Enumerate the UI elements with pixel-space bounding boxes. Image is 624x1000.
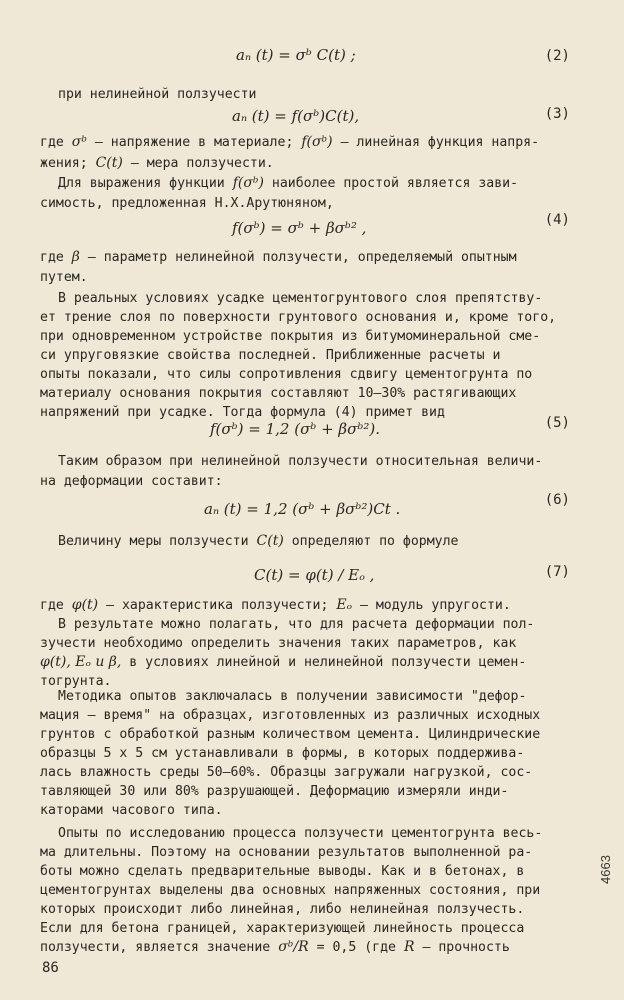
text-line: Величину меры ползучести C(t) определяют по формуле <box>58 533 459 549</box>
text-line: φ(t), Eₒ и β, в условиях линейной и нелинейной ползучести цемен- <box>40 654 527 670</box>
text-line: мация – время" на образцах, изготовленных из различных исходных <box>40 708 541 723</box>
inline-math: σᵇ/R <box>278 939 309 955</box>
equation-number-4: (4) <box>544 212 570 228</box>
text-line: жения; C(t) – мера ползучести. <box>40 155 274 171</box>
text-line: где φ(t) – характеристика ползучести; Eₒ – модуль упругости. <box>40 597 511 613</box>
equation-7: C(t) = φ(t) / Eₒ , <box>254 566 375 584</box>
text-line: на деформации составит: <box>40 474 223 489</box>
text-line: ет трение слоя по поверхности грунтового основания и, кроме того, <box>40 310 557 325</box>
archive-stamp: 4663 <box>598 855 613 884</box>
text-line: си упруговязкие свойства последней. Приближенные расчеты и <box>40 348 501 363</box>
page-number: 86 <box>42 960 59 976</box>
text-line: В реальных условиях усадке цементогрунтового слоя препятству- <box>58 291 543 306</box>
text-line: при одновременном устройстве покрытия из битумоминеральной сме- <box>40 329 541 344</box>
text-line: материалу основания покрытия составляют 10–30% растягивающих <box>40 386 517 401</box>
text-line: грунтов с обработкой разным количеством цемента. Цилиндрические <box>40 727 541 742</box>
text-line: при нелинейной ползучести <box>58 87 257 102</box>
inline-math: f(σᵇ) <box>301 134 333 150</box>
text-line: лась влажность среды 50–60%. Образцы загружали нагрузкой, сос- <box>40 765 533 780</box>
equation-number-3: (3) <box>544 106 570 122</box>
text-line: ма длительны. Поэтому на основании результатов выполненной ра- <box>40 845 533 860</box>
inline-math: Eₒ <box>336 597 352 613</box>
inline-math: σᵇ <box>71 134 87 150</box>
text-line: боты можно сделать предварительные выводы. Как и в бетонах, в <box>40 864 525 879</box>
equation-number-6: (6) <box>544 492 570 508</box>
inline-math: C(t) <box>256 533 284 549</box>
text-line: зучести необходимо определить значения таких параметров, как <box>40 636 517 651</box>
inline-math: φ(t) <box>71 597 99 613</box>
equation-number-5: (5) <box>544 415 570 431</box>
text-line: тавляющей 30 или 80% разрушающей. Деформацию измеряли инди- <box>40 784 509 799</box>
text-line: образцы 5 х 5 см устанавливали в формы, в которых поддержива- <box>40 746 525 761</box>
text-line: каторами часового типа. <box>40 803 223 818</box>
equation-2: aₙ (t) = σᵇ C(t) ; <box>236 46 356 64</box>
text-line: В результате можно полагать, что для расчета деформации пол- <box>58 617 535 632</box>
inline-math: φ(t), Eₒ и β, <box>40 654 122 670</box>
inline-math: C(t) <box>95 155 123 171</box>
inline-math: β <box>71 249 80 265</box>
equation-3: aₙ (t) = f(σᵇ)C(t), <box>232 107 360 125</box>
text-line: тогрунта. <box>40 674 112 689</box>
equation-number-2: (2) <box>544 48 570 64</box>
text-line: которых происходит либо линейная, либо нелинейная ползучесть. <box>40 902 525 917</box>
text-line: опыты показали, что силы сопротивления сдвигу цементогрунта по <box>40 367 533 382</box>
text-line: напряжений при усадке. Тогда формула (4) примет вид <box>40 405 445 420</box>
equation-4: f(σᵇ) = σᵇ + βσᵇ² , <box>232 219 367 237</box>
text-line: где σᵇ – напряжение в материале; f(σᵇ) – линейная функция напря- <box>40 134 540 150</box>
text-line: путем. <box>40 270 88 285</box>
equation-number-7: (7) <box>544 564 570 580</box>
text-line: Таким образом при нелинейной ползучести относительная величи- <box>58 454 543 469</box>
text-line: где β – параметр нелинейной ползучести, определяемый опытным <box>40 249 517 265</box>
text-line: Если для бетона границей, характеризующей линейность процесса <box>40 921 525 936</box>
text-line: симость, предложенная Н.Х.Арутюняном, <box>40 196 334 211</box>
text-line: цементогрунтах выделены два основных напряженных состояния, при <box>40 883 541 898</box>
text-line: Опыты по исследованию процесса ползучести цементогрунта весь- <box>58 826 543 841</box>
equation-5: f(σᵇ) = 1,2 (σᵇ + βσᵇ²). <box>210 420 380 438</box>
text-line: Для выражения функции f(σᵇ) наиболее простой является зави- <box>58 175 519 191</box>
inline-math: f(σᵇ) <box>232 175 264 191</box>
text-line: ползучести, является значение σᵇ/R = 0,5 (где R – прочность <box>40 939 510 955</box>
inline-math: R <box>403 939 415 955</box>
equation-6: aₙ (t) = 1,2 (σᵇ + βσᵇ²)Ct . <box>204 500 401 518</box>
text-line: Методика опытов заключалась в получении зависимости "дефор- <box>58 689 527 704</box>
